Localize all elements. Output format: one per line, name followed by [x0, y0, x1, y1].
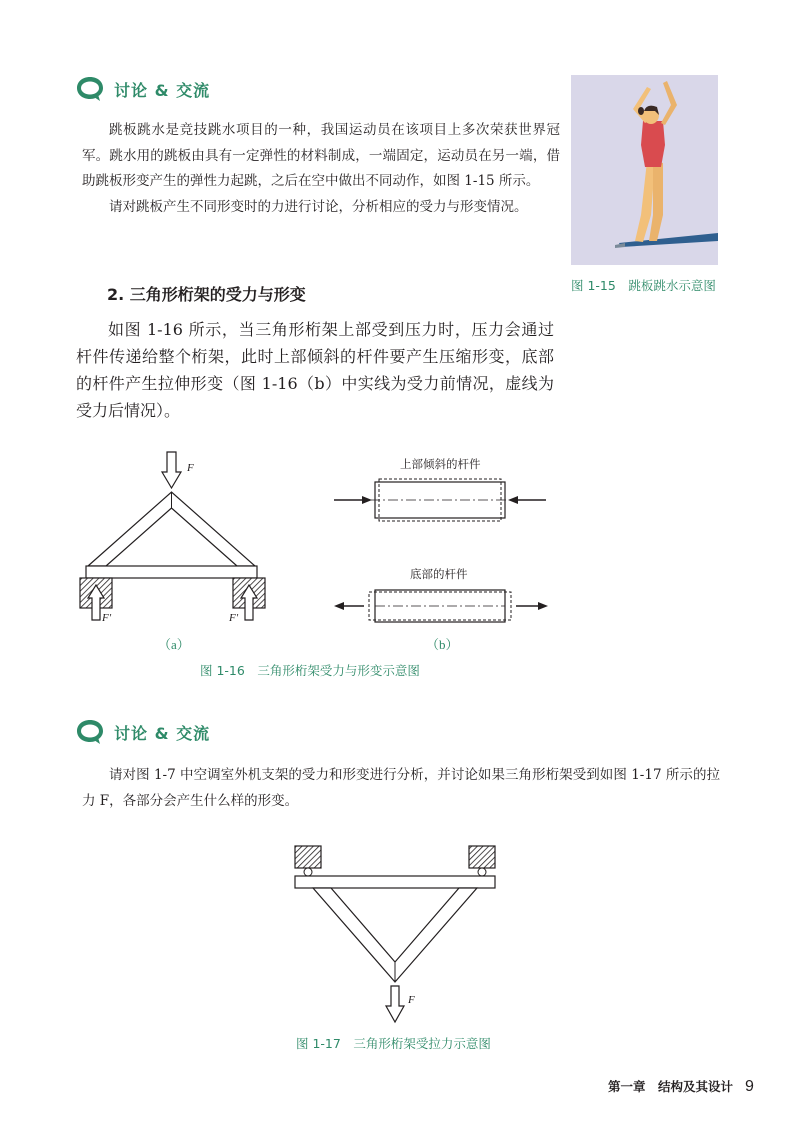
page-footer	[608, 1077, 754, 1096]
top-member-label: 上部倾斜的杆件	[400, 457, 481, 471]
section-heading: 2. 三角形桁架的受力与形变	[107, 285, 306, 304]
figure-16b-tension	[330, 582, 555, 632]
subfigure-a-label: （a）	[158, 637, 190, 652]
discussion-paragraph: 请对图 1-7 中空调室外机支架的受力和形变进行分析，并讨论如果三角形桁架受到如图 1-17 所示的拉力 F，各部分会产生什么样的形变。	[82, 767, 720, 809]
diving-illustration	[571, 75, 718, 265]
diving-figure	[571, 75, 718, 265]
force-arrow-down-icon	[162, 452, 181, 488]
discussion-title: 讨论 & 交流	[114, 80, 211, 100]
figure-15-caption: 图 1-15 跳板跳水示意图	[571, 278, 716, 293]
discussion-body-2	[82, 763, 720, 814]
section-body	[76, 316, 554, 424]
discussion-body-1	[82, 118, 560, 220]
arrow-left-icon	[508, 496, 518, 504]
figure-16a-truss	[70, 448, 280, 633]
discussion-header-2	[76, 719, 210, 745]
force-arrow-down-icon	[386, 986, 404, 1022]
figure-16-caption: 图 1-16 三角形桁架受力与形变示意图	[200, 663, 420, 678]
force-label: F	[187, 462, 194, 474]
discussion-question: 请对跳板产生不同形变时的力进行讨论，分析相应的受力与形变情况。	[109, 198, 528, 215]
arrow-right-icon	[538, 602, 548, 610]
bottom-member-label: 底部的杆件	[410, 567, 468, 581]
section-paragraph: 如图 1-16 所示，当三角形桁架上部受到压力时，压力会通过杆件传递给整个桁架，此时上部倾斜的杆件要产生压缩形变，底部的杆件产生拉伸形变（图 1-16（b）中实线为受力前情况，虚线为受力后情况）。	[76, 320, 554, 420]
discussion-header-1	[76, 76, 210, 102]
discussion-title: 讨论 & 交流	[114, 723, 211, 743]
arrow-left-icon	[334, 602, 344, 610]
reaction-label-right: F′	[229, 612, 239, 624]
figure-16b-compression	[330, 472, 555, 527]
figure-17-caption: 图 1-17 三角形桁架受拉力示意图	[296, 1036, 491, 1051]
discussion-paragraph: 跳板跳水是竞技跳水项目的一种，我国运动员在该项目上多次荣获世界冠军。跳水用的跳板由具有一定弹性的材料制成，一端固定，运动员在另一端，借助跳板形变产生的弹性力起跳，之后在空中做出不同动作，如图 1-15 所示。	[82, 122, 560, 189]
force-label: F	[408, 994, 415, 1006]
speech-bubble-icon	[76, 76, 104, 102]
reaction-label-left: F′	[102, 612, 112, 624]
page-number: 9	[745, 1078, 754, 1095]
figure-17-truss	[285, 840, 505, 1030]
chapter-title: 第一章 结构及其设计	[608, 1079, 734, 1094]
subfigure-b-label: （b）	[426, 637, 459, 652]
arrow-right-icon	[362, 496, 372, 504]
speech-bubble-icon	[76, 719, 104, 745]
